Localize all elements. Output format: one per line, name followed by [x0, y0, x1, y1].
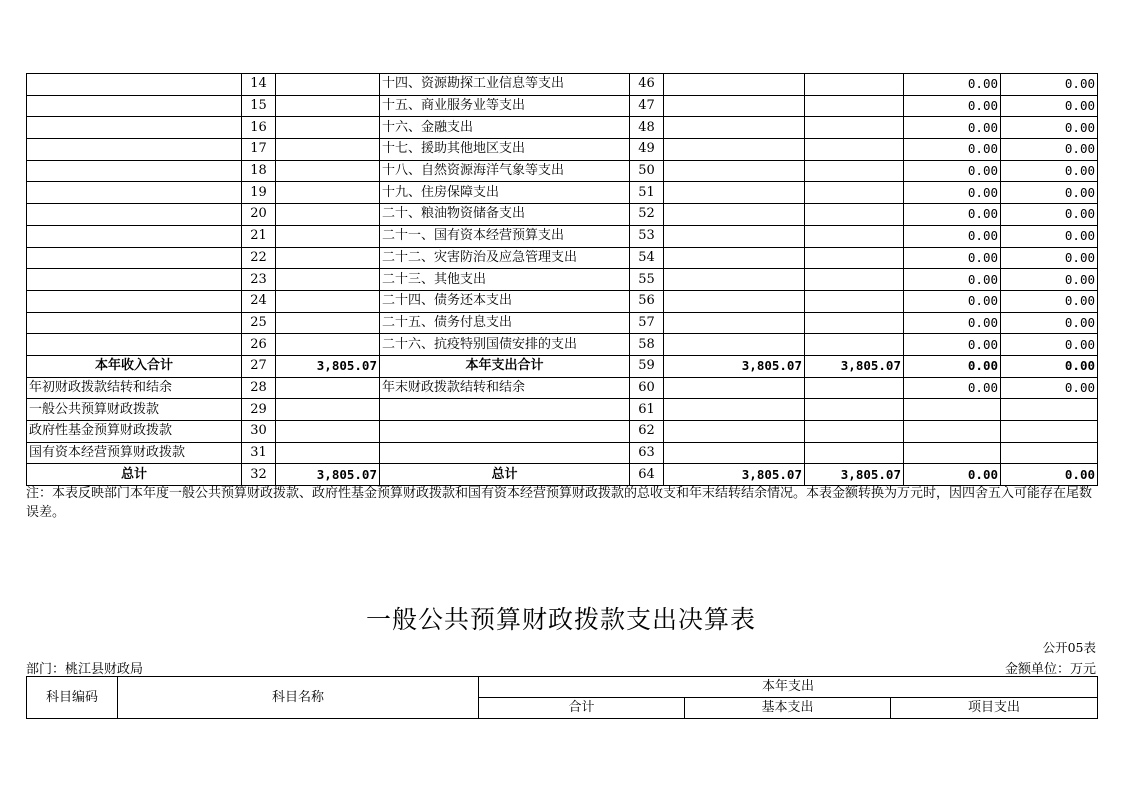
government-fund-amount-cell: 0.00 [904, 117, 1001, 139]
expenditure-item-cell: 二十三、其他支出 [380, 269, 630, 291]
expenditure-item-cell: 二十一、国有资本经营预算支出 [380, 225, 630, 247]
state-capital-amount-cell: 0.00 [1001, 74, 1098, 96]
income-item-cell [27, 290, 242, 312]
state-capital-amount-cell: 0.00 [1001, 312, 1098, 334]
expenditure-total-cell [664, 377, 805, 399]
income-amount-cell [276, 290, 380, 312]
header-current-year: 本年支出 [479, 677, 1098, 698]
income-amount-cell [276, 204, 380, 226]
income-amount-cell [276, 421, 380, 443]
income-row-number-cell: 28 [242, 377, 276, 399]
income-row-number-cell: 16 [242, 117, 276, 139]
income-item-cell [27, 74, 242, 96]
expenditure-row-number-cell: 56 [630, 290, 664, 312]
expenditure-item-cell: 二十六、抗疫特别国债安排的支出 [380, 334, 630, 356]
government-fund-amount-cell: 0.00 [904, 204, 1001, 226]
table-row [27, 312, 1098, 334]
department-label: 部门：桃江县财政局 [26, 662, 144, 677]
table-row [27, 442, 1098, 464]
table-row [27, 377, 1098, 399]
expenditure-row-number-cell: 47 [630, 95, 664, 117]
expenditure-row-number-cell: 51 [630, 182, 664, 204]
expenditure-row-number-cell: 49 [630, 139, 664, 161]
income-item-cell [27, 95, 242, 117]
expenditure-item-cell: 十四、资源勘探工业信息等支出 [380, 74, 630, 96]
state-capital-amount-cell: 0.00 [1001, 269, 1098, 291]
expenditure-total-cell [664, 160, 805, 182]
table-row [27, 399, 1098, 421]
income-item-cell [27, 117, 242, 139]
expenditure-total-cell [664, 139, 805, 161]
expenditure-total-cell: 3,805.07 [664, 464, 805, 486]
income-row-number-cell: 17 [242, 139, 276, 161]
state-capital-amount-cell [1001, 399, 1098, 421]
income-row-number-cell: 26 [242, 334, 276, 356]
government-fund-amount-cell: 0.00 [904, 247, 1001, 269]
government-fund-amount-cell: 0.00 [904, 182, 1001, 204]
table-row [27, 247, 1098, 269]
general-budget-amount-cell [805, 247, 904, 269]
government-fund-amount-cell: 0.00 [904, 139, 1001, 161]
expenditure-total-cell [664, 269, 805, 291]
header-basic: 基本支出 [685, 698, 891, 719]
expenditure-item-cell: 二十五、债务付息支出 [380, 312, 630, 334]
government-fund-amount-cell: 0.00 [904, 377, 1001, 399]
income-row-number-cell: 29 [242, 399, 276, 421]
general-budget-amount-cell [805, 95, 904, 117]
income-row-number-cell: 15 [242, 95, 276, 117]
expenditure-row-number-cell: 54 [630, 247, 664, 269]
expenditure-total-cell [664, 334, 805, 356]
state-capital-amount-cell: 0.00 [1001, 290, 1098, 312]
general-budget-amount-cell [805, 74, 904, 96]
income-amount-cell [276, 160, 380, 182]
general-budget-amount-cell: 3,805.07 [805, 355, 904, 377]
expenditure-total-cell [664, 95, 805, 117]
state-capital-amount-cell: 0.00 [1001, 377, 1098, 399]
expenditure-row-number-cell: 61 [630, 399, 664, 421]
expenditure-item-cell [380, 399, 630, 421]
government-fund-amount-cell: 0.00 [904, 312, 1001, 334]
government-fund-amount-cell: 0.00 [904, 95, 1001, 117]
state-capital-amount-cell: 0.00 [1001, 464, 1098, 486]
state-capital-amount-cell: 0.00 [1001, 355, 1098, 377]
table-row [27, 421, 1098, 443]
income-amount-cell [276, 399, 380, 421]
expenditure-item-cell: 年末财政拨款结转和结余 [380, 377, 630, 399]
government-fund-amount-cell: 0.00 [904, 464, 1001, 486]
expenditure-row-number-cell: 52 [630, 204, 664, 226]
expenditure-total-cell [664, 182, 805, 204]
expenditure-total-cell [664, 442, 805, 464]
income-row-number-cell: 18 [242, 160, 276, 182]
expenditure-total-cell [664, 204, 805, 226]
income-amount-cell [276, 139, 380, 161]
income-row-number-cell: 20 [242, 204, 276, 226]
general-budget-amount-cell [805, 290, 904, 312]
expenditure-row-number-cell: 64 [630, 464, 664, 486]
government-fund-amount-cell [904, 421, 1001, 443]
income-item-cell [27, 334, 242, 356]
state-capital-amount-cell: 0.00 [1001, 139, 1098, 161]
income-amount-cell [276, 74, 380, 96]
general-budget-amount-cell [805, 160, 904, 182]
header-total: 合计 [479, 698, 685, 719]
expenditure-total-cell [664, 117, 805, 139]
income-row-number-cell: 24 [242, 290, 276, 312]
state-capital-amount-cell [1001, 442, 1098, 464]
state-capital-amount-cell: 0.00 [1001, 204, 1098, 226]
expenditure-item-cell: 十七、援助其他地区支出 [380, 139, 630, 161]
income-item-cell [27, 269, 242, 291]
general-budget-amount-cell: 3,805.07 [805, 464, 904, 486]
expenditure-row-number-cell: 48 [630, 117, 664, 139]
table-row [27, 74, 1098, 96]
government-fund-amount-cell: 0.00 [904, 225, 1001, 247]
expenditure-item-cell [380, 421, 630, 443]
expenditure-row-number-cell: 50 [630, 160, 664, 182]
general-budget-amount-cell [805, 442, 904, 464]
amount-unit-label: 金额单位：万元 [1004, 662, 1096, 677]
government-fund-amount-cell: 0.00 [904, 74, 1001, 96]
expenditure-item-cell: 本年支出合计 [380, 355, 630, 377]
expenditure-row-number-cell: 59 [630, 355, 664, 377]
expenditure-total-cell [664, 399, 805, 421]
state-capital-amount-cell: 0.00 [1001, 117, 1098, 139]
government-fund-amount-cell: 0.00 [904, 334, 1001, 356]
expenditure-row-number-cell: 60 [630, 377, 664, 399]
income-amount-cell [276, 334, 380, 356]
expenditure-header-table [26, 676, 1098, 719]
header-subject-code: 科目编码 [27, 677, 118, 719]
income-row-number-cell: 21 [242, 225, 276, 247]
expenditure-item-cell: 十六、金融支出 [380, 117, 630, 139]
expenditure-total-cell [664, 312, 805, 334]
income-item-cell: 一般公共预算财政拨款 [27, 399, 242, 421]
income-row-number-cell: 23 [242, 269, 276, 291]
table-row [27, 355, 1098, 377]
income-amount-cell [276, 312, 380, 334]
general-budget-amount-cell [805, 139, 904, 161]
table-row [27, 95, 1098, 117]
income-row-number-cell: 19 [242, 182, 276, 204]
table-row [27, 182, 1098, 204]
income-amount-cell [276, 269, 380, 291]
general-budget-amount-cell [805, 334, 904, 356]
table-row [27, 139, 1098, 161]
state-capital-amount-cell: 0.00 [1001, 160, 1098, 182]
state-capital-amount-cell: 0.00 [1001, 225, 1098, 247]
expenditure-total-cell [664, 421, 805, 443]
expenditure-item-cell: 二十四、债务还本支出 [380, 290, 630, 312]
income-row-number-cell: 22 [242, 247, 276, 269]
expenditure-item-cell [380, 442, 630, 464]
income-row-number-cell: 25 [242, 312, 276, 334]
expenditure-total-cell [664, 247, 805, 269]
government-fund-amount-cell [904, 442, 1001, 464]
expenditure-row-number-cell: 53 [630, 225, 664, 247]
income-amount-cell [276, 247, 380, 269]
government-fund-amount-cell [904, 399, 1001, 421]
income-item-cell: 年初财政拨款结转和结余 [27, 377, 242, 399]
table-row [27, 225, 1098, 247]
general-budget-amount-cell [805, 377, 904, 399]
page-title: 一般公共预算财政拨款支出决算表 [365, 605, 756, 634]
income-amount-cell [276, 95, 380, 117]
general-budget-amount-cell [805, 312, 904, 334]
state-capital-amount-cell: 0.00 [1001, 95, 1098, 117]
general-budget-amount-cell [805, 399, 904, 421]
income-item-cell: 总计 [27, 464, 242, 486]
expenditure-total-cell [664, 74, 805, 96]
expenditure-total-cell [664, 225, 805, 247]
general-budget-amount-cell [805, 269, 904, 291]
income-amount-cell [276, 377, 380, 399]
general-budget-amount-cell [805, 225, 904, 247]
expenditure-item-cell: 十五、商业服务业等支出 [380, 95, 630, 117]
table-row [27, 464, 1098, 486]
income-row-number-cell: 27 [242, 355, 276, 377]
expenditure-row-number-cell: 58 [630, 334, 664, 356]
table-row [27, 269, 1098, 291]
header-project: 项目支出 [891, 698, 1098, 719]
income-item-cell [27, 160, 242, 182]
income-row-number-cell: 14 [242, 74, 276, 96]
state-capital-amount-cell [1001, 421, 1098, 443]
expenditure-item-cell: 二十、粮油物资储备支出 [380, 204, 630, 226]
state-capital-amount-cell: 0.00 [1001, 182, 1098, 204]
general-budget-amount-cell [805, 182, 904, 204]
government-fund-amount-cell: 0.00 [904, 160, 1001, 182]
income-row-number-cell: 31 [242, 442, 276, 464]
income-item-cell [27, 225, 242, 247]
income-amount-cell: 3,805.07 [276, 355, 380, 377]
income-amount-cell [276, 182, 380, 204]
expenditure-row-number-cell: 57 [630, 312, 664, 334]
general-budget-amount-cell [805, 117, 904, 139]
government-fund-amount-cell: 0.00 [904, 355, 1001, 377]
income-row-number-cell: 32 [242, 464, 276, 486]
header-subject-name: 科目名称 [118, 677, 479, 719]
income-item-cell [27, 182, 242, 204]
table-row [27, 204, 1098, 226]
government-fund-amount-cell: 0.00 [904, 290, 1001, 312]
income-amount-cell: 3,805.07 [276, 464, 380, 486]
income-amount-cell [276, 225, 380, 247]
table-row [27, 290, 1098, 312]
expenditure-row-number-cell: 62 [630, 421, 664, 443]
income-amount-cell [276, 117, 380, 139]
table-row [27, 160, 1098, 182]
income-item-cell [27, 312, 242, 334]
income-item-cell [27, 247, 242, 269]
state-capital-amount-cell: 0.00 [1001, 247, 1098, 269]
income-item-cell: 政府性基金预算财政拨款 [27, 421, 242, 443]
income-row-number-cell: 30 [242, 421, 276, 443]
table-row [27, 117, 1098, 139]
state-capital-amount-cell: 0.00 [1001, 334, 1098, 356]
table-note: 注：本表反映部门本年度一般公共预算财政拨款、政府性基金预算财政拨款和国有资本经营预算财政拨款的总收支和年末结转结余情况。本表金额转换为万元时，因四舍五入可能存在尾数误差。 [26, 486, 1093, 520]
expenditure-row-number-cell: 46 [630, 74, 664, 96]
expenditure-item-cell: 总计 [380, 464, 630, 486]
expenditure-row-number-cell: 55 [630, 269, 664, 291]
expenditure-item-cell: 十九、住房保障支出 [380, 182, 630, 204]
expenditure-item-cell: 十八、自然资源海洋气象等支出 [380, 160, 630, 182]
income-item-cell [27, 204, 242, 226]
expenditure-row-number-cell: 63 [630, 442, 664, 464]
expenditure-total-cell [664, 290, 805, 312]
expenditure-item-cell: 二十二、灾害防治及应急管理支出 [380, 247, 630, 269]
general-budget-amount-cell [805, 421, 904, 443]
table-row [27, 334, 1098, 356]
form-code: 公开05表 [1042, 640, 1096, 655]
expenditure-total-cell: 3,805.07 [664, 355, 805, 377]
government-fund-amount-cell: 0.00 [904, 269, 1001, 291]
general-budget-amount-cell [805, 204, 904, 226]
income-item-cell [27, 139, 242, 161]
income-item-cell: 本年收入合计 [27, 355, 242, 377]
fiscal-appropriation-table [26, 73, 1098, 486]
income-amount-cell [276, 442, 380, 464]
income-item-cell: 国有资本经营预算财政拨款 [27, 442, 242, 464]
